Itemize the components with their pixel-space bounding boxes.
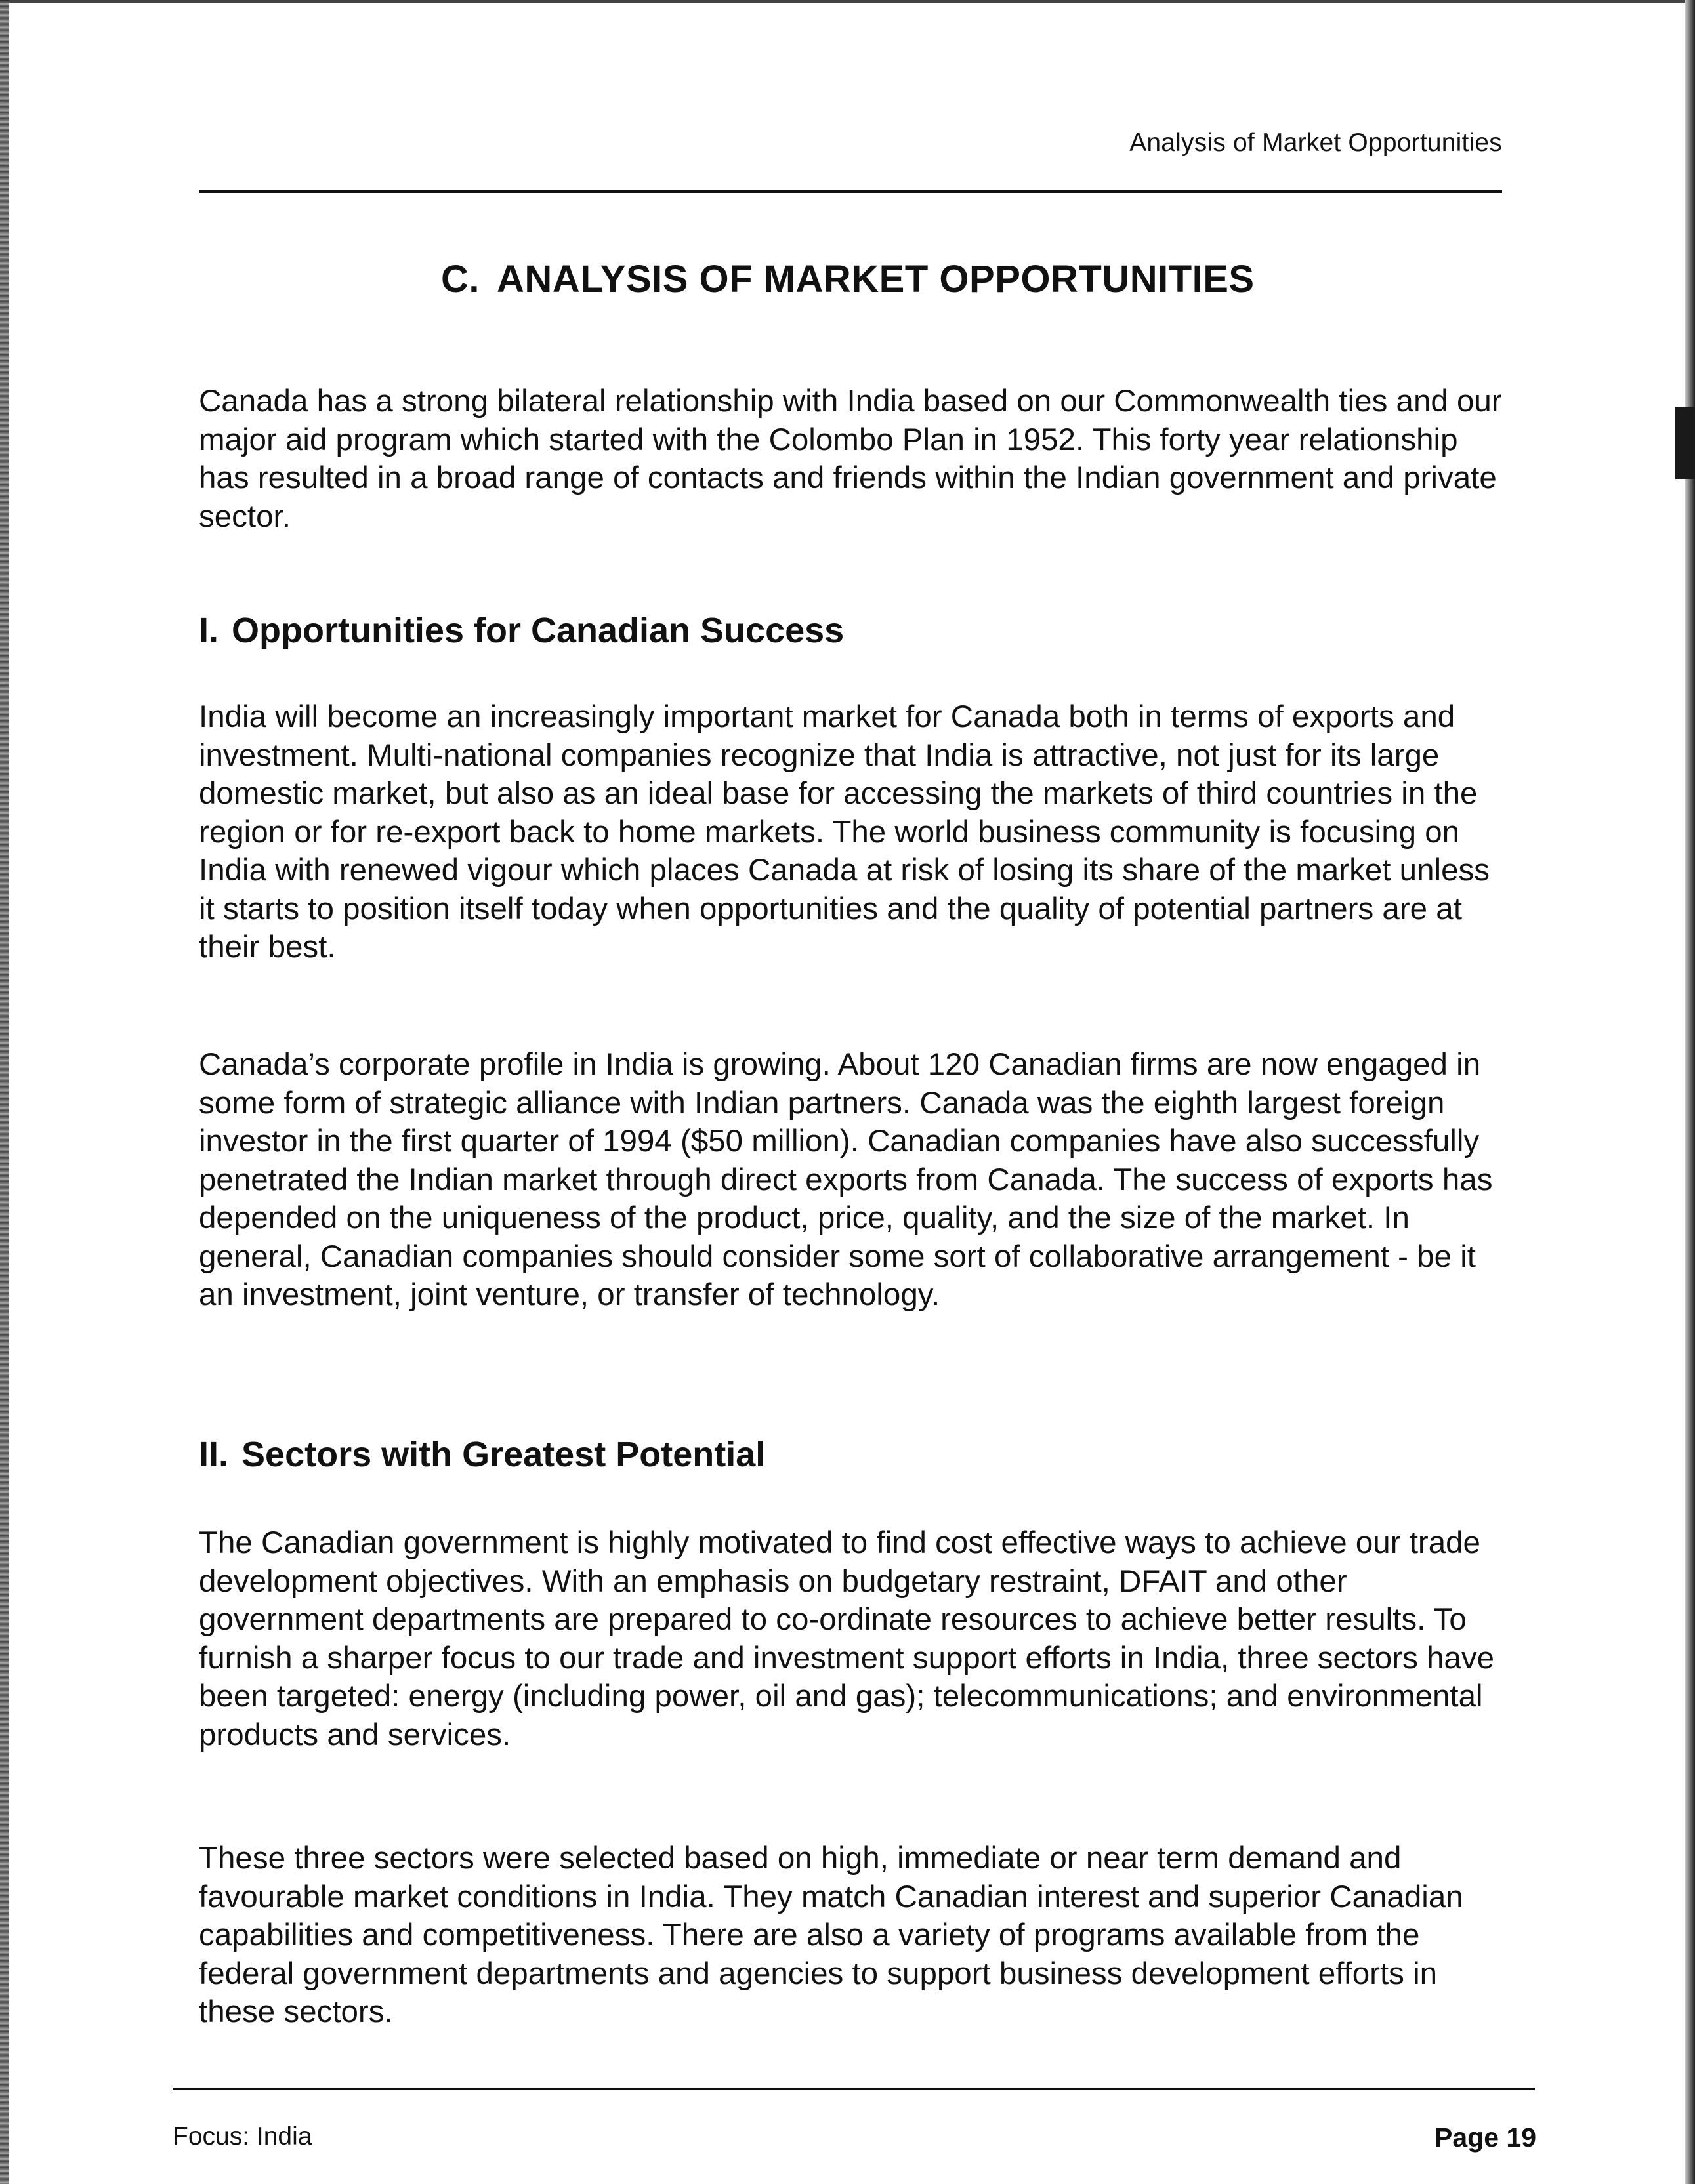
subsection-number-1: I.	[199, 611, 219, 650]
subsection-2-paragraph-2: These three sectors were selected based on high, immediate or near term demand and favourable market conditions in India. They match Canadian interest and superior Canadian capabilities and competitiveness. There are also a variety of programs available from the federal government departments and agencies to support business development efforts in these sectors.	[199, 1841, 1463, 2029]
running-header: Analysis of Market Opportunities	[1129, 129, 1502, 157]
section-title	[441, 257, 1255, 301]
scan-edge-left	[0, 0, 9, 2184]
scan-edge-top	[0, 0, 1695, 3]
section-number: C.	[441, 258, 480, 300]
subsection-heading-2	[199, 1434, 765, 1475]
scan-edge-right	[1685, 0, 1695, 2184]
subsection-title-2: Sectors with Greatest Potential	[241, 1435, 766, 1474]
subsection-heading-1	[199, 610, 844, 651]
footer-rule	[173, 2088, 1535, 2090]
subsection-number-2: II.	[199, 1435, 229, 1474]
subsection-1-paragraph-1: India will become an increasingly important market for Canada both in terms of exports and investment. Multi-national companies recognize that India is attractive, not just for its large domestic market, but also as an ideal base for accessing the markets of third countries in the region or for re-export back to home markets. The world business community is focusing on India with renewed vigour which places Canada at risk of losing its share of the market unless it starts to position itself today when opportunities and the quality of potential partners are at their best.	[199, 699, 1490, 964]
subsection-2-paragraph-1: The Canadian government is highly motivated to find cost effective ways to achieve our trade development objectives. With an emphasis on budgetary restraint, DFAIT and other government departments are prepared to co-ordinate resources to achieve better results. To furnish a sharper focus to our trade and investment support efforts in India, three sectors have been targeted: energy (including power, oil and gas); telecommunications; and environmental products and services.	[199, 1525, 1495, 1752]
intro-paragraph: Canada has a strong bilateral relationship with India based on our Commonwealth ties and our major aid program which started with the Colombo Plan in 1952. This forty year relationship has resulted in a broad range of contacts and friends within the Indian government and private sector.	[199, 384, 1502, 534]
section-title-text: ANALYSIS OF MARKET OPPORTUNITIES	[497, 258, 1255, 300]
page-number: Page 19	[1434, 2122, 1536, 2153]
header-rule	[199, 190, 1502, 193]
subsection-title-1: Opportunities for Canadian Success	[232, 611, 845, 650]
scan-tab-mark	[1675, 407, 1695, 479]
subsection-1-paragraph-2: Canada’s corporate profile in India is growing. About 120 Canadian firms are now engaged in some form of strategic alliance with Indian partners. Canada was the eighth largest foreign investor in the first quarter of 1994 ($50 million). Canadian companies have also successfully penetrated the Indian market through direct exports from Canada. The success of exports has depended on the uniqueness of the product, price, quality, and the size of the market. In general, Canadian companies should consider some sort of collaborative arrangement - be it an investment, joint venture, or transfer of technology.	[199, 1047, 1493, 1312]
footer-publication: Focus: India	[173, 2122, 312, 2151]
